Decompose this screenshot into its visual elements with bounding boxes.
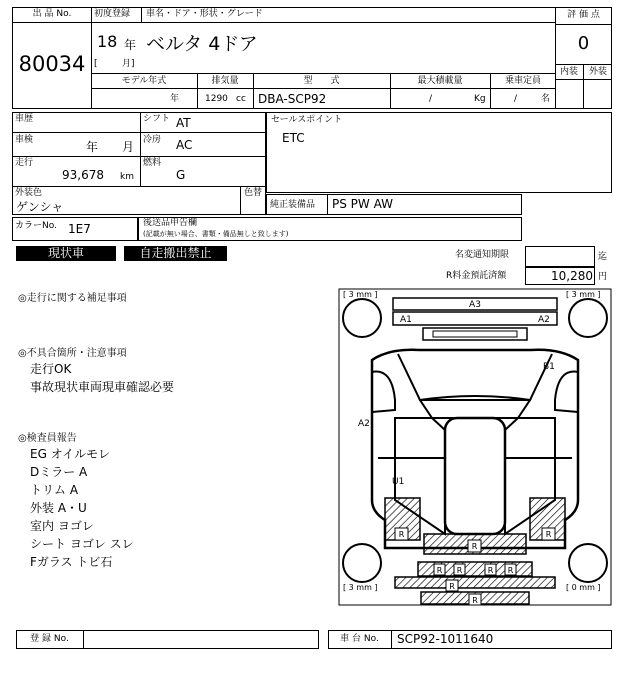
driving-header: ◎走行に関する補足事項 [18,293,127,304]
front-bumper-grade: A3 [469,300,481,310]
wheel-rear-right [569,544,607,582]
max-load-sep: / [429,94,433,104]
left-side-grade: A2 [358,419,370,429]
year-unit: 年 [124,38,137,52]
first-reg-year: 18 [97,32,118,51]
color-change-label: 色替 [244,188,263,198]
equipment-label: 純正装備品 [270,200,316,210]
month-unit: 月] [122,59,135,69]
capacity-sep: / [514,94,518,104]
car-condition-diagram [338,288,612,606]
displacement-label: 排気量 [211,76,239,86]
svg-text:R: R [436,566,443,575]
svg-text:R: R [507,566,514,575]
defects-header: ◎不具合箇所・注意事項 [18,348,127,359]
docs-note: (記載が無い場合、書類・備品無しと致します) [143,230,289,238]
current-car-badge: 現状車 [16,246,116,261]
name-change-box [525,246,595,267]
ac-value: AC [176,138,193,152]
tire-depth-tr: [ 3 mm ] [566,290,601,299]
svg-text:R: R [487,566,494,575]
model-value: DBA-SCP92 [258,92,327,106]
no-self-drive-badge: 自走搬出禁止 [124,246,227,261]
max-load-unit: Kg [474,94,486,104]
defect-line-0: 走行OK [30,362,72,376]
model-year-label: モデル年式 [121,76,167,86]
capacity-label: 乗車定員 [504,76,541,86]
grille [423,328,527,340]
model-label: 型 式 [303,76,340,86]
svg-text:R: R [545,530,552,539]
front-panel [393,312,557,325]
docs-label: 後送品申告欄 [143,218,198,228]
name-change-unit: 迄 [598,252,608,262]
shift-value: AT [176,116,191,130]
interior-label: 内装 [559,67,578,77]
eval-label: 評 価 点 [567,10,600,20]
recycle-unit: 円 [598,272,608,282]
inspector-line-1: Dミラー A [30,465,88,479]
exterior-label: 外装 [588,67,607,77]
fuel-value: G [176,168,186,182]
equipment-value: PS PW AW [332,197,394,211]
eval-score: 0 [577,33,590,54]
rear-panel [395,577,555,588]
inspector-line-3: 外装 A・U [30,501,87,515]
inspection-label: 車検 [15,135,34,145]
displacement-unit: cc [236,94,246,104]
mileage-unit: km [120,172,134,182]
color-label: 外装色 [15,188,43,198]
color-value: ゲンシャ [16,200,64,214]
chassis-value: SCP92-1011640 [397,632,494,646]
capacity-unit: 名 [541,94,551,104]
front-left-fender [372,372,395,412]
recycle-label: R料金預託済額 [446,271,507,281]
grille-slot [433,331,517,337]
lot-label: 出 品 No. [32,9,72,19]
displacement-value: 1290 [205,94,228,104]
fender-right-grade: B1 [543,362,555,372]
defect-line-1: 事故現状車両現車確認必要 [30,380,175,394]
name-label: 車名・ドア・形状・グレード [146,9,263,19]
ac-label: 冷房 [143,135,162,145]
left-rear-door-grade: U1 [392,477,405,487]
month-open: [ [94,59,98,69]
inspection-year: 年 [86,140,99,154]
mileage-label: 走行 [15,158,34,168]
color-no-value: 1E7 [68,222,91,236]
wheel-front-left [343,299,381,337]
sales-point-value: ETC [282,131,305,145]
front-right-fender [555,372,578,412]
inspector-line-2: トリム A [30,483,79,497]
roof [445,418,505,534]
svg-text:R: R [456,566,463,575]
svg-text:R: R [471,542,478,551]
shift-label: シフト [143,114,171,124]
inspector-header: ◎検査員報告 [18,433,77,444]
mileage-value: 93,678 [62,168,104,182]
inspector-line-5: シート ヨゴレ スレ [30,537,134,551]
lot-number: 80034 [18,52,86,76]
front-left-grade: A1 [400,315,412,325]
history-label: 車歴 [15,114,34,124]
max-load-label: 最大積載量 [417,76,463,86]
sales-point-label: セールスポイント [271,115,343,125]
svg-text:R: R [398,530,405,539]
inspector-line-6: Fガラス トビ石 [30,555,113,569]
recycle-value: 10,280 [551,269,593,283]
reg-no-label: 登 録 No. [30,634,69,644]
car-name: ベルタ 4ドア [146,33,258,55]
svg-text:R: R [472,596,478,605]
front-right-grade: A2 [538,315,550,325]
svg-text:R: R [449,582,455,591]
first-reg-label: 初度登録 [94,9,131,19]
inspector-line-4: 室内 ヨゴレ [30,519,94,533]
hood [398,354,552,400]
wheel-front-right [569,299,607,337]
model-year-unit: 年 [170,94,180,104]
inspection-month: 月 [122,140,135,154]
inspector-line-0: EG オイルモレ [30,447,111,461]
tire-depth-tl: [ 3 mm ] [343,290,378,299]
color-no-label: カラーNo. [15,221,57,231]
wheel-rear-left [343,544,381,582]
chassis-label: 車 台 No. [340,634,379,644]
tire-depth-br: [ 0 mm ] [566,583,601,592]
tire-depth-bl: [ 3 mm ] [343,583,378,592]
name-change-label: 名変通知期限 [455,250,510,260]
fuel-label: 燃料 [143,158,162,168]
